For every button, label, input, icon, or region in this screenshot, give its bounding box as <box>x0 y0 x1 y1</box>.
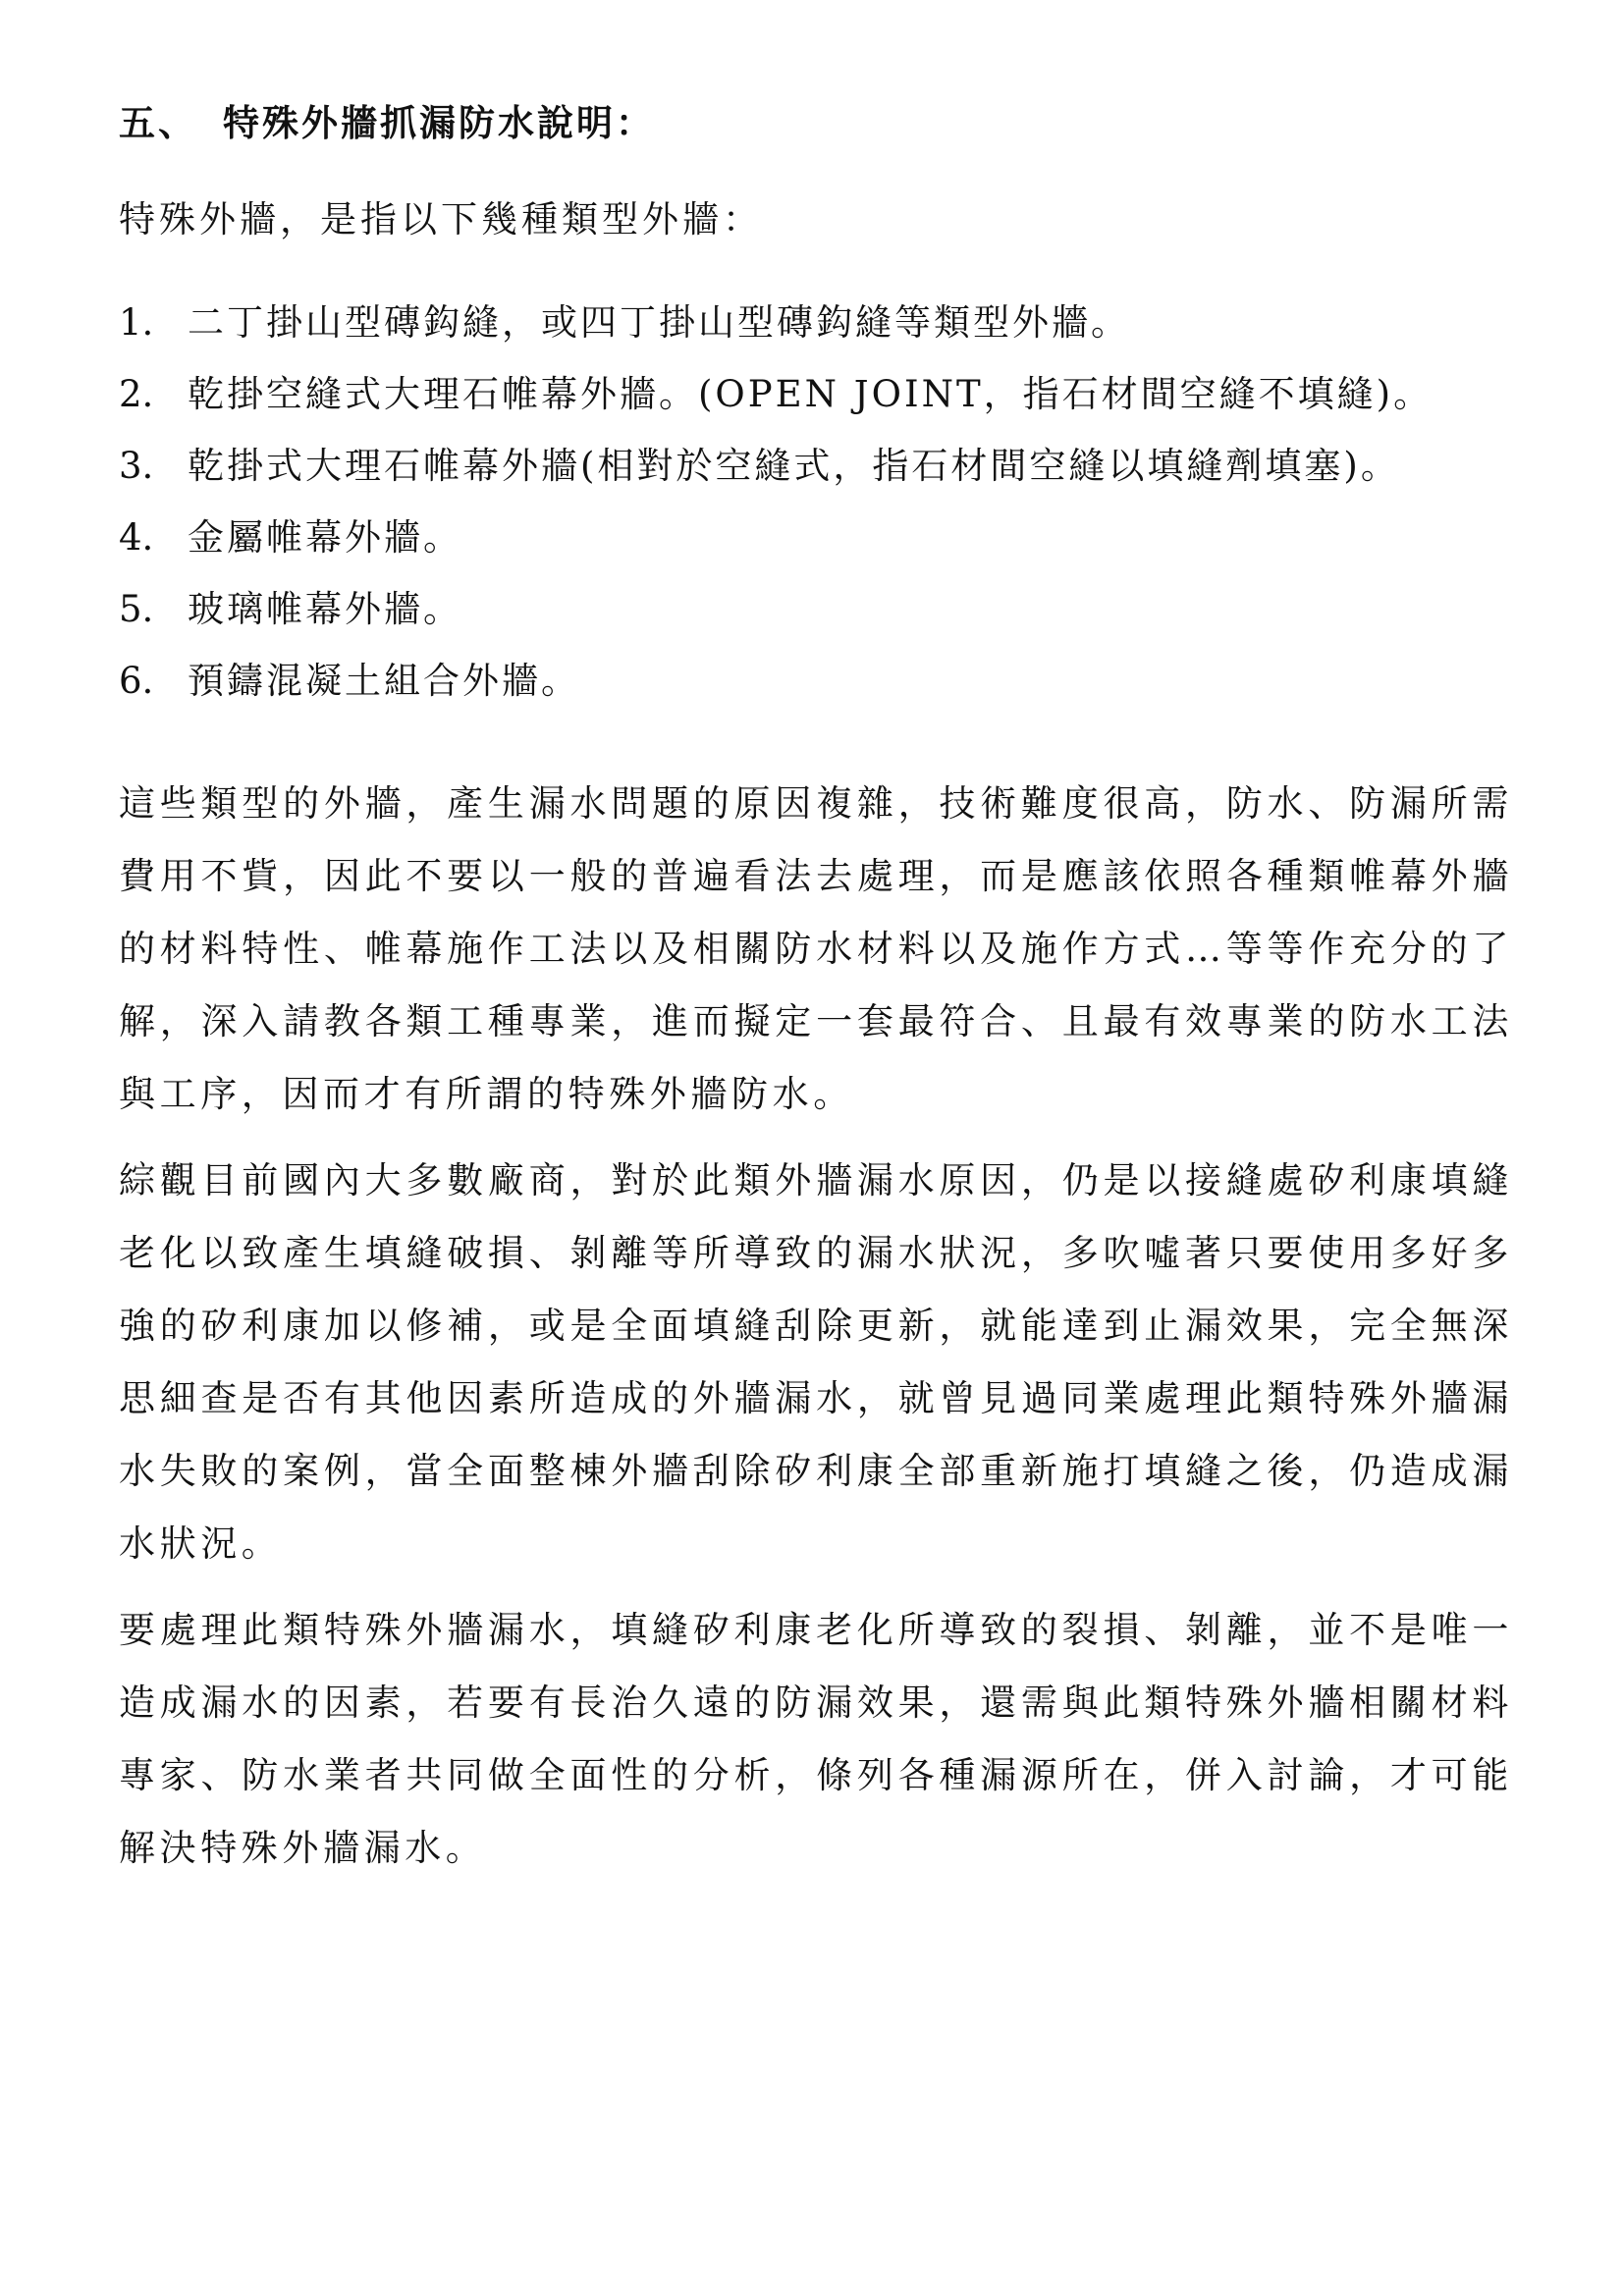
list-item-text: 金屬帷幕外牆。 <box>188 516 462 559</box>
paragraph-overview: 這些類型的外牆，產生漏水問題的原因複雜，技術難度很高，防水、防漏所需費用不貲，因此不要以一般的普遍看法去處理，而是應該依照各種類帷幕外牆的材料特性、帷幕施作工法以及相關防水材料以及施作方式…等等作充分的了解，深入請教各類工種專業，進而擬定一套最符合、且最有效專業的防水工法與工序，因而才有所謂的特殊外牆防水。 <box>119 782 1513 1115</box>
list-item-text: 玻璃帷幕外牆。 <box>188 588 462 630</box>
section-number: 五、 <box>119 102 197 144</box>
list-item-text: 乾掛式大理石帷幕外牆(相對於空縫式，指石材間空縫以填縫劑填塞)。 <box>188 445 1400 487</box>
list-marker: 6. <box>119 660 154 702</box>
list-item <box>119 287 1513 358</box>
list-item <box>119 430 1513 502</box>
paragraph-solution: 要處理此類特殊外牆漏水，填縫矽利康老化所導致的裂損、剝離，並不是唯一造成漏水的因素，若要有長治久遠的防漏效果，還需與此類特殊外牆相關材料專家、防水業者共同做全面性的分析，條列各種漏源所在，併入討論，才可能解決特殊外牆漏水。 <box>119 1609 1513 1869</box>
list-marker: 5. <box>119 588 154 630</box>
list-marker: 2. <box>119 373 154 415</box>
list-marker: 4. <box>119 516 154 559</box>
list-item-text: 二丁掛山型磚鈎縫，或四丁掛山型磚鈎縫等類型外牆。 <box>188 301 1130 344</box>
list-item <box>119 502 1513 573</box>
wall-type-list <box>119 287 1513 717</box>
paragraph-industry-practice: 綜觀目前國內大多數廠商，對於此類外牆漏水原因，仍是以接縫處矽利康填縫老化以致產生填縫破損、剝離等所導致的漏水狀況，多吹噓著只要使用多好多強的矽利康加以修補，或是全面填縫刮除更新，就能達到止漏效果，完全無深思細查是否有其他因素所造成的外牆漏水，就曾見過同業處理此類特殊外牆漏水失敗的案例，當全面整棟外牆刮除矽利康全部重新施打填縫之後，仍造成漏水狀況。 <box>119 1159 1513 1565</box>
list-item <box>119 645 1513 717</box>
intro-text: 特殊外牆，是指以下幾種類型外牆： <box>119 198 763 240</box>
document-page <box>119 98 1513 1898</box>
list-marker: 1. <box>119 301 154 344</box>
list-item-text: 預鑄混凝土組合外牆。 <box>188 660 580 702</box>
list-item-text: 乾掛空縫式大理石帷幕外牆。(OPEN JOINT，指石材間空縫不填縫)。 <box>188 373 1434 415</box>
section-title: 特殊外牆抓漏防水說明： <box>223 102 655 144</box>
list-marker: 3. <box>119 445 154 487</box>
section-heading <box>119 98 1513 149</box>
list-item <box>119 358 1513 430</box>
list-item <box>119 573 1513 645</box>
